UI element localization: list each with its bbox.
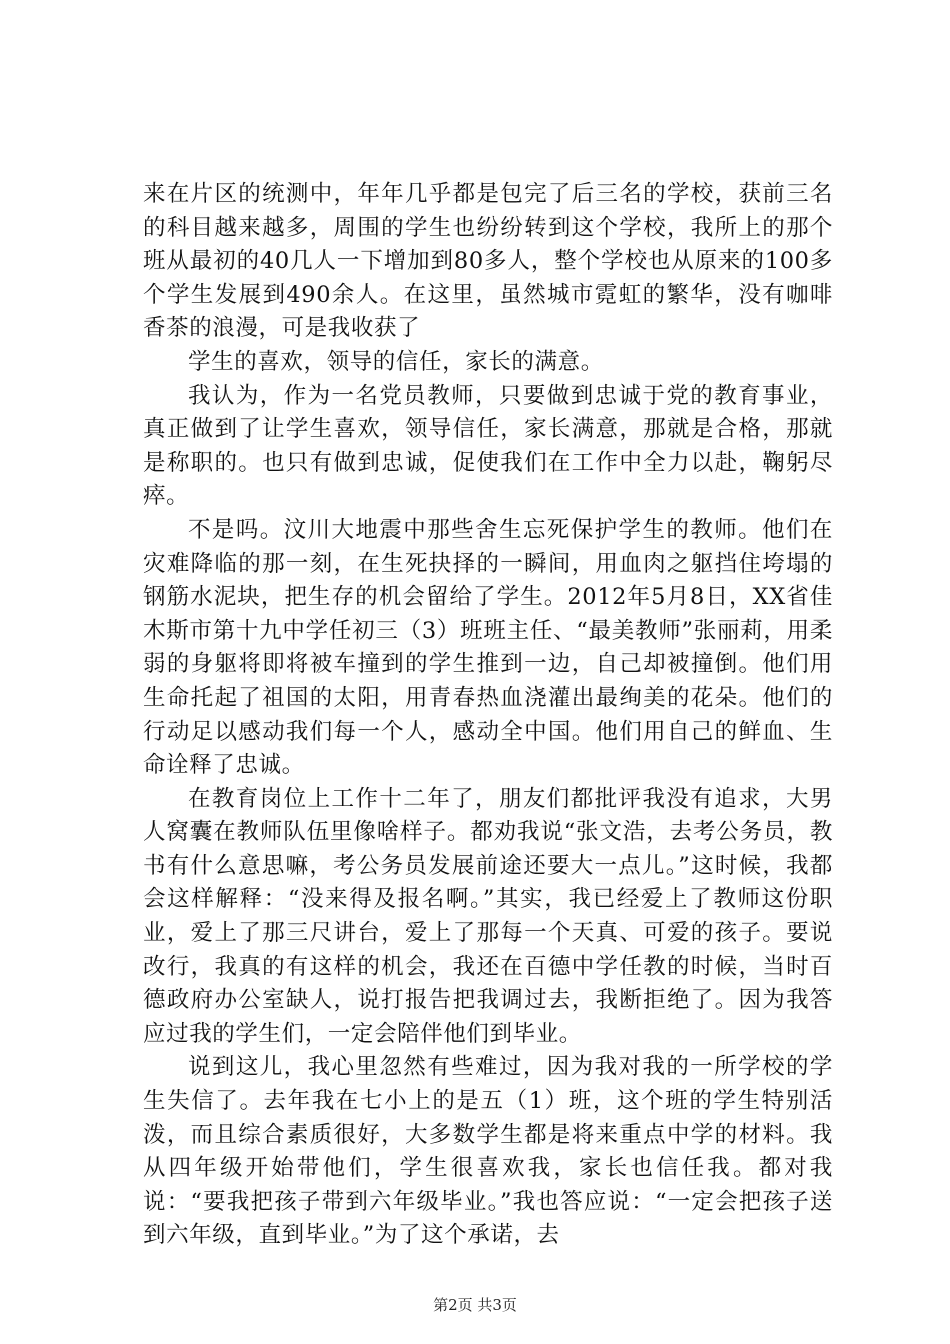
paragraph-continued: 来在片区的统测中，年年几乎都是包完了后三名的学校，获前三名的科目越来越多，周围的学生也纷纷转到这个学校，我所上的那个班从最初的40几人一下增加到80多人，整个学校也从原来的100多个学生发展到490余人。在这里，虽然城市霓虹的繁华，没有咖啡香茶的浪漫，可是我收获了 (143, 181, 833, 342)
page-number-footer: 第2页 共3页 (433, 1296, 517, 1314)
paragraph: 不是吗。汶川大地震中那些舍生忘死保护学生的教师。他们在灾难降临的那一刻，在生死抉择的一瞬间，用血肉之躯挡住垮塌的钢筋水泥块，把生存的机会留给了学生。2012年5月8日，XX省佳木斯市第十九中学任初三（3）班班主任、“最美教师”张丽莉，用柔弱的身躯将即将被车撞到的学生推到一边，自己却被撞倒。他们用生命托起了祖国的太阳，用青春热血浇灌出最绚美的花朵。他们的行动足以感动我们每一个人，感动全中国。他们用自己的鲜血、生命诠释了忠诚。 (143, 516, 833, 779)
paragraph: 在教育岗位上工作十二年了，朋友们都批评我没有追求，大男人窝囊在教师队伍里像啥样子。都劝我说“张文浩，去考公务员，教书有什么意思嘛，考公务员发展前途还要大一点儿。”这时候，我都会这样解释：“没来得及报名啊。”其实，我已经爱上了教师这份职业，爱上了那三尺讲台，爱上了那每一个天真、可爱的孩子。要说改行，我真的有这样的机会，我还在百德中学任教的时候，当时百德政府办公室缺人，说打报告把我调过去，我断拒绝了。因为我答应过我的学生们，一定会陪伴他们到毕业。 (143, 785, 833, 1047)
paragraph: 我认为，作为一名党员教师，只要做到忠诚于党的教育事业，真正做到了让学生喜欢，领导信任，家长满意，那就是合格，那就是称职的。也只有做到忠诚，促使我们在工作中全力以赴，鞠躬尽瘁。 (143, 382, 833, 510)
paragraph: 说到这儿，我心里忽然有些难过，因为我对我的一所学校的学生失信了。去年我在七小上的是五（1）班，这个班的学生特别活泼，而且综合素质很好，大多数学生都是将来重点中学的材料。我从四年级开始带他们，学生很喜欢我，家长也信任我。都对我说：“要我把孩子带到六年级毕业。”我也答应说：“一定会把孩子送到六年级，直到毕业。”为了这个承诺，去 (143, 1054, 833, 1249)
paragraph: 学生的喜欢，领导的信任，家长的满意。 (188, 348, 604, 375)
document-body (143, 178, 833, 1253)
